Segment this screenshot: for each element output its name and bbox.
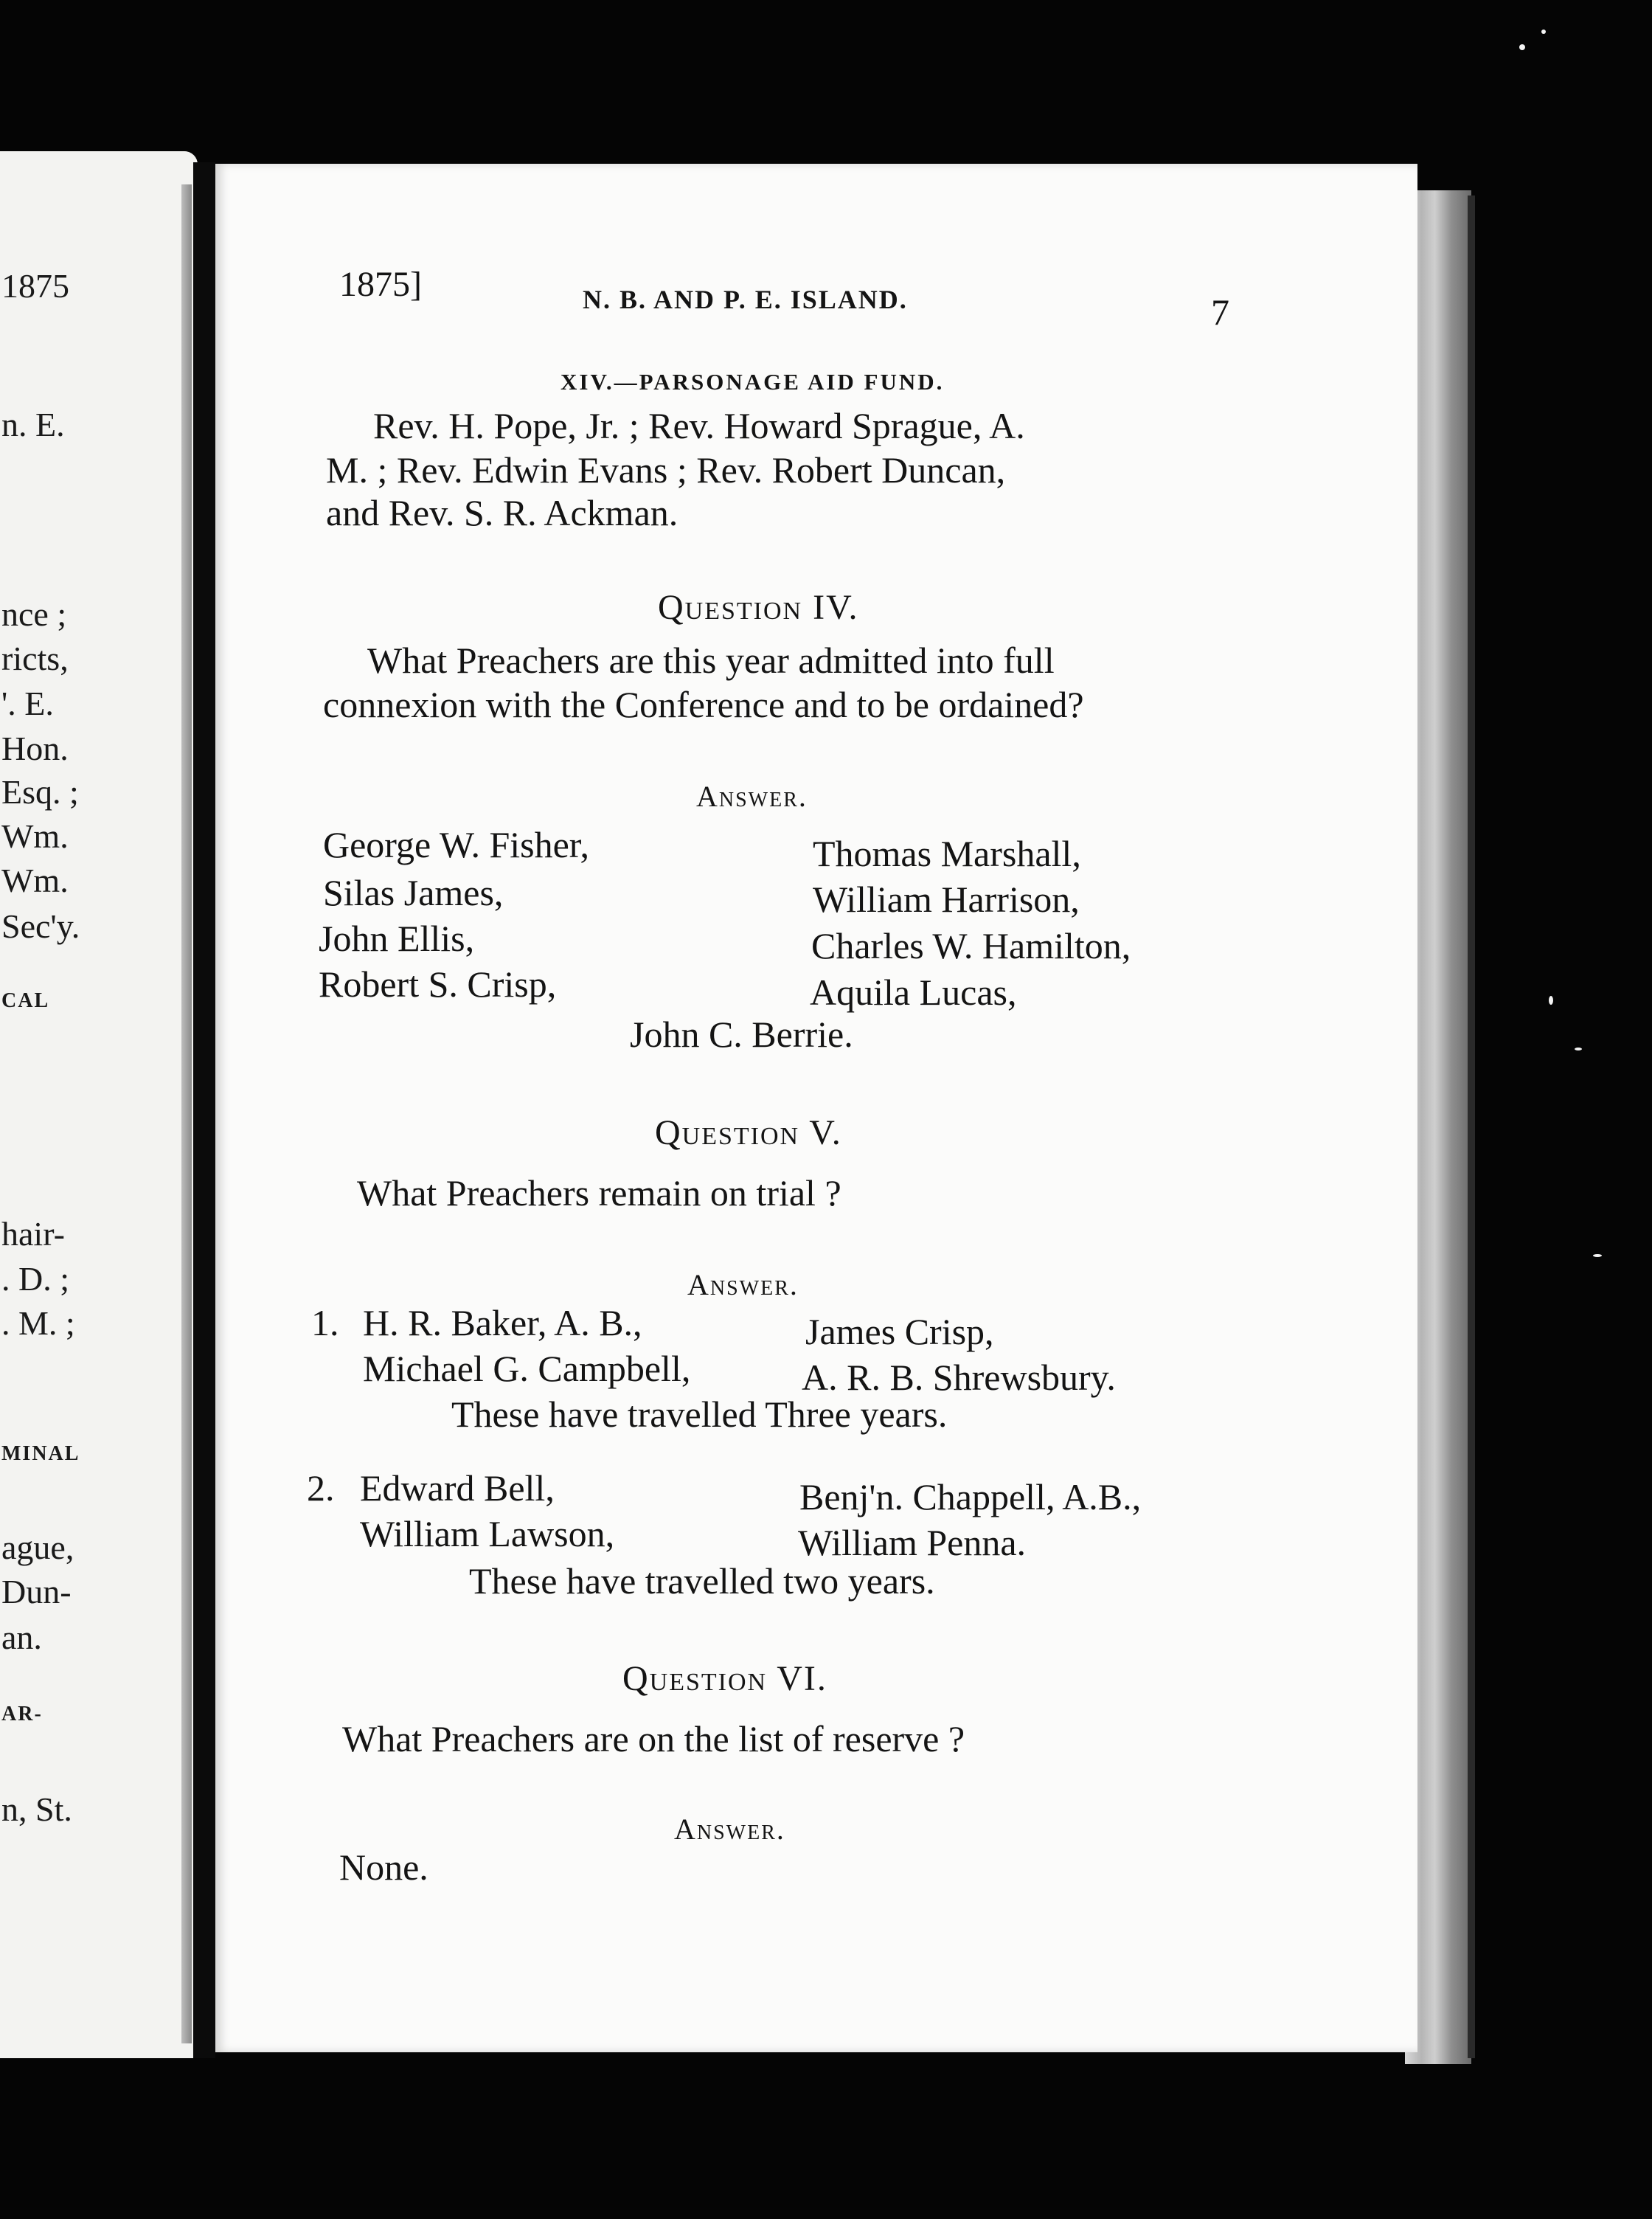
preacher-name: William Penna. xyxy=(798,1522,1027,1563)
book-page xyxy=(215,164,1417,2052)
page-edge-shadow xyxy=(1468,195,1475,2058)
left-page-fragment: AR- xyxy=(1,1703,43,1725)
left-page-fragment: n, St. xyxy=(1,1790,72,1828)
question-text: What Preachers are this year admitted into full xyxy=(367,640,1055,681)
left-page-fragment: Sec'y. xyxy=(1,907,80,945)
preacher-name: H. R. Baker, A. B., xyxy=(363,1302,642,1343)
left-page-fragment: ague, xyxy=(1,1529,74,1566)
left-page-fragment: Hon. xyxy=(1,730,69,767)
book-gutter xyxy=(193,162,215,2058)
answer-heading: Answer. xyxy=(687,1268,799,1301)
previous-page xyxy=(0,151,198,2058)
left-page-fragment: . D. ; xyxy=(1,1260,69,1298)
list-number: 2. xyxy=(307,1467,335,1509)
left-page-fragment: an. xyxy=(1,1619,42,1656)
answer-heading: Answer. xyxy=(674,1813,785,1846)
left-page-fragment: n. E. xyxy=(1,406,65,443)
left-page-fragment: MINAL xyxy=(1,1442,80,1465)
question-heading: Question IV. xyxy=(658,588,859,627)
book-spine-edge xyxy=(181,184,192,2043)
left-page-fragment: Esq. ; xyxy=(1,773,79,811)
paragraph-line: Rev. H. Pope, Jr. ; Rev. Howard Sprague, A. xyxy=(373,405,1025,446)
question-text: connexion with the Conference and to be ordained? xyxy=(323,684,1084,725)
preacher-name-centered: John C. Berrie. xyxy=(630,1014,853,1055)
left-page-fragment: ricts, xyxy=(1,640,69,677)
preacher-name: John Ellis, xyxy=(319,918,475,959)
paragraph-line: and Rev. S. R. Ackman. xyxy=(326,492,678,533)
question-text: What Preachers are on the list of reserve ? xyxy=(342,1718,965,1759)
left-page-fragment: . M. ; xyxy=(1,1304,75,1342)
paragraph-line: M. ; Rev. Edwin Evans ; Rev. Robert Duncan, xyxy=(326,449,1006,491)
group-note: These have travelled two years. xyxy=(469,1560,935,1602)
left-page-fragment: Wm. xyxy=(1,817,69,855)
preacher-name: William Harrison, xyxy=(813,879,1080,920)
left-page-fragment: '. E. xyxy=(1,685,54,722)
section-title: XIV.—PARSONAGE AID FUND. xyxy=(560,369,945,395)
running-header-title: N. B. AND P. E. ISLAND. xyxy=(583,285,908,314)
preacher-name: James Crisp, xyxy=(805,1311,994,1352)
question-heading: Question V. xyxy=(655,1113,842,1152)
question-heading: Question VI. xyxy=(622,1659,827,1698)
list-number: 1. xyxy=(311,1302,339,1343)
left-page-fragment: Dun- xyxy=(1,1573,72,1610)
preacher-name: Charles W. Hamilton, xyxy=(811,925,1131,966)
left-page-fragment: hair- xyxy=(1,1215,65,1253)
left-page-fragment: Wm. xyxy=(1,862,69,899)
preacher-name: Thomas Marshall, xyxy=(813,833,1081,874)
question-text: What Preachers remain on trial ? xyxy=(357,1172,841,1214)
left-page-fragment: 1875 xyxy=(1,267,69,305)
preacher-name: Edward Bell, xyxy=(360,1467,555,1509)
preacher-name: Robert S. Crisp, xyxy=(319,963,557,1005)
answer-heading: Answer. xyxy=(696,780,808,813)
left-page-fragment: nce ; xyxy=(1,595,67,633)
preacher-name: George W. Fisher, xyxy=(323,824,589,865)
running-header-year: 1875] xyxy=(339,265,422,304)
page-number: 7 xyxy=(1211,291,1229,333)
preacher-name: William Lawson, xyxy=(360,1513,615,1554)
preacher-name: Aquila Lucas, xyxy=(810,972,1017,1013)
preacher-name: A. R. B. Shrewsbury. xyxy=(802,1357,1116,1398)
group-note: These have travelled Three years. xyxy=(451,1394,948,1435)
answer-text: None. xyxy=(339,1846,428,1888)
preacher-name: Michael G. Campbell, xyxy=(363,1348,691,1389)
left-page-fragment: CAL xyxy=(1,989,50,1012)
preacher-name: Silas James, xyxy=(323,872,504,913)
preacher-name: Benj'n. Chappell, A.B., xyxy=(799,1476,1142,1517)
